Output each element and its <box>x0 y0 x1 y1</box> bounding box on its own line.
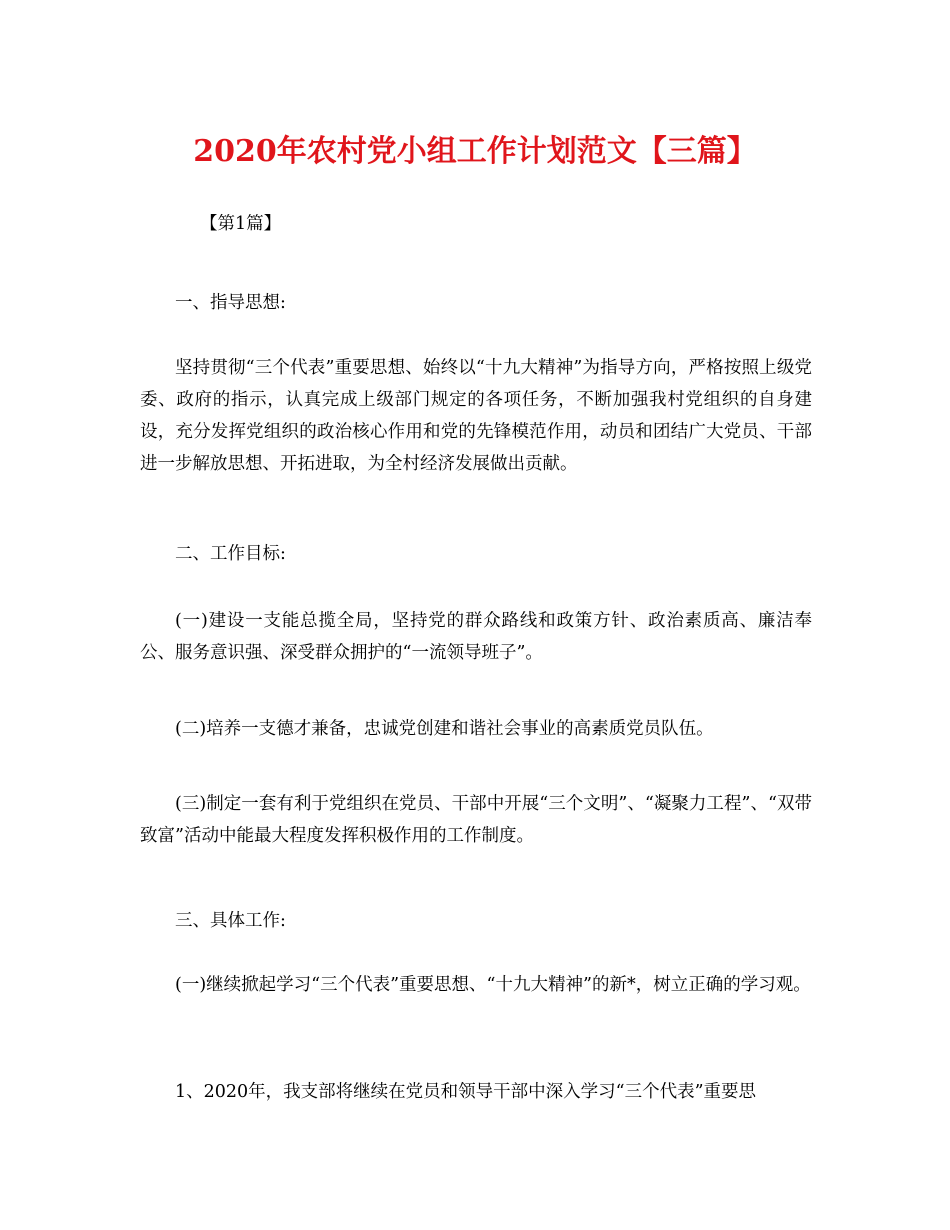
document-title: 2020年农村党小组工作计划范文【三篇】 <box>193 134 757 169</box>
heading-specific-work: 三、具体工作: <box>175 911 286 931</box>
paragraph-guiding-thought: 坚持贯彻“三个代表”重要思想、始终以“十九大精神”为指导方向，严格按照上级党委、政府的指示，认真完成上级部门规定的各项任务，不断加强我村党组织的自身建设，充分发挥党组织的政治核心作用和党的先锋模范作用，动员和团结广大党员、干部进一步解放思想、开拓进取，为全村经济发展做出贡献。 <box>140 358 812 474</box>
heading-guiding-thought: 一、指导思想: <box>175 293 286 313</box>
paragraph-work-1: (一)继续掀起学习“三个代表”重要思想、“十九大精神”的新*，树立正确的学习观。 <box>175 975 811 995</box>
paragraph-work-2: 1、2020年，我支部将继续在党员和领导干部中深入学习“三个代表”重要思 <box>175 1082 757 1102</box>
heading-work-goals: 二、工作目标: <box>175 544 286 564</box>
paragraph-goal-1: (一)建设一支能总揽全局，坚持党的群众路线和政策方针、政治素质高、廉洁奉公、服务意识强、深受群众拥护的“一流领导班子”。 <box>140 611 812 663</box>
section-label: 【第1篇】 <box>200 214 282 234</box>
paragraph-goal-2: (二)培养一支德才兼备，忠诚党创建和谐社会事业的高素质党员队伍。 <box>175 719 714 739</box>
paragraph-goal-3: (三)制定一套有利于党组织在党员、干部中开展“三个文明”、“凝聚力工程”、“双带致富”活动中能最大程度发挥积极作用的工作制度。 <box>140 794 812 846</box>
